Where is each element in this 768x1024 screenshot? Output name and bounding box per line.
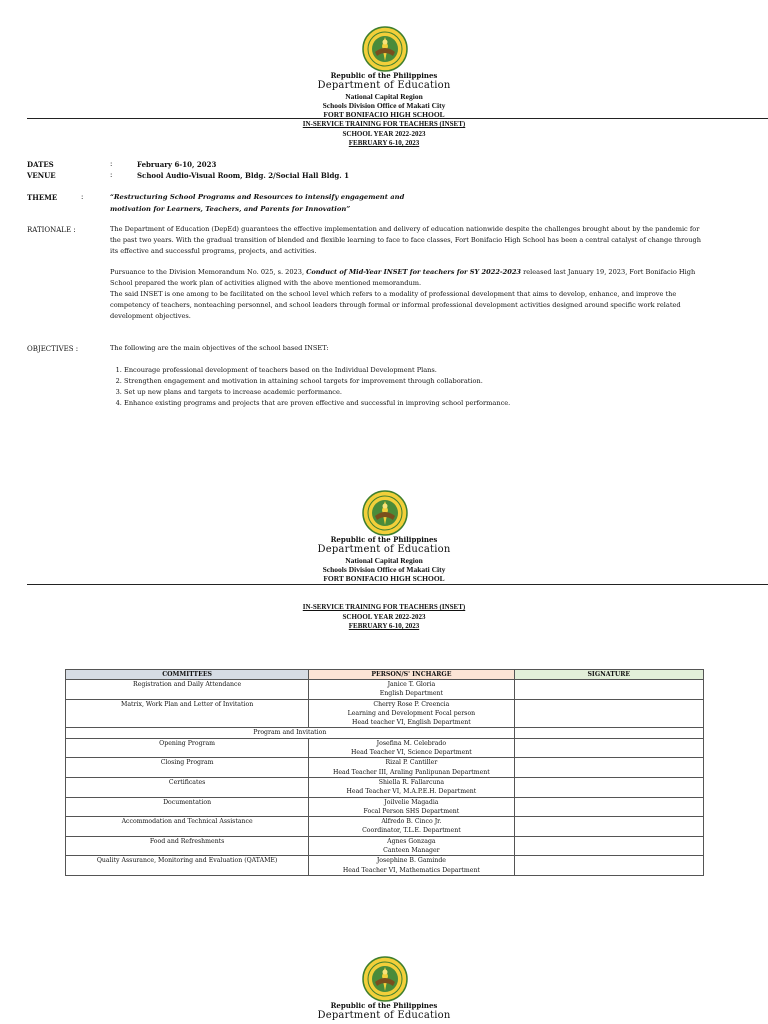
signature-cell	[514, 797, 703, 817]
committee-cell: Program and Invitation	[66, 728, 515, 738]
letterhead	[0, 71, 768, 119]
table-row	[66, 777, 704, 797]
list-item: 4. Enhance existing programs and projects that are proven effective and successful in improving school performance.	[124, 398, 724, 409]
signature-cell	[514, 758, 703, 778]
objectives-label: OBJECTIVES :	[27, 345, 79, 353]
signature-cell	[514, 817, 703, 837]
letterhead	[0, 535, 768, 583]
committee-cell: Quality Assurance, Monitoring and Evaluation (QATAME)	[66, 856, 309, 876]
signature-cell	[514, 738, 703, 758]
republic-text: Republic of the Philippines	[330, 535, 438, 544]
signature-cell	[514, 728, 703, 738]
signature-cell	[514, 856, 703, 876]
venue-colon: :	[110, 171, 113, 179]
list-item: 2. Strengthen engagement and motivation in attaining school targets for improvement through collaboration.	[124, 376, 724, 387]
signature-cell	[514, 699, 703, 728]
title-line-2: SCHOOL YEAR 2022-2023	[342, 612, 426, 621]
persons-cell: Josephine B. Gaminde Head Teacher VI, Mathematics Department	[309, 856, 514, 876]
deped-seal-icon	[362, 26, 408, 72]
table-row	[66, 797, 704, 817]
letterhead	[0, 1001, 768, 1022]
school-text: FORT BONIFACIO HIGH SCHOOL	[323, 574, 445, 583]
region-text: National Capital Region	[345, 556, 423, 565]
persons-cell: Agnes Gonzaga Canteen Manager	[309, 836, 514, 856]
theme-colon: :	[81, 193, 84, 201]
list-item: 3. Set up new plans and targets to increase academic performance.	[124, 387, 724, 398]
committees-table	[65, 669, 704, 876]
committee-cell: Food and Refreshments	[66, 836, 309, 856]
theme-text: “Restructuring School Programs and Resources to intensify engagement and motivation for Learners, Teachers, and Parents for Innovation”	[110, 193, 405, 213]
title-line-1: IN-SERVICE TRAINING FOR TEACHERS (INSET)	[302, 120, 466, 128]
title-line-3: FEBRUARY 6-10, 2023	[348, 622, 420, 630]
rationale-paragraph-1: The Department of Education (DepEd) guarantees the effective implementation and delivery of education nationwide despite the challenges brought about by the pandemic for the past two years. With the gradual transition of blended and flexible learning to face to face classes, Fort Bonifacio High School has been a central catalyst of change through its effective and successful programs, projects, and activities.	[110, 225, 701, 255]
header-divider	[27, 584, 768, 585]
committee-cell: Registration and Daily Attendance	[66, 680, 309, 700]
table-row	[66, 680, 704, 700]
republic-text: Republic of the Philippines	[330, 71, 438, 80]
committee-cell: Certificates	[66, 777, 309, 797]
persons-cell: Rizal P. Cantiller Head Teacher III, Araling Panlipunan Department	[309, 758, 514, 778]
title-line-2: SCHOOL YEAR 2022-2023	[342, 129, 426, 138]
title-line-1: IN-SERVICE TRAINING FOR TEACHERS (INSET)	[302, 603, 466, 611]
table-row	[66, 817, 704, 837]
division-text: Schools Division Office of Makati City	[322, 101, 446, 110]
column-header-committees: COMMITTEES	[66, 670, 309, 680]
dates-colon: :	[110, 160, 113, 168]
persons-cell: Shiella R. Fallarcuna Head Teacher VI, M.A.P.E.H. Department	[309, 777, 514, 797]
republic-text: Republic of the Philippines	[330, 1001, 438, 1010]
dates-label: DATES	[27, 160, 54, 169]
committee-cell: Documentation	[66, 797, 309, 817]
signature-cell	[514, 836, 703, 856]
school-text: FORT BONIFACIO HIGH SCHOOL	[323, 110, 445, 119]
table-row	[66, 758, 704, 778]
document-title	[0, 120, 768, 149]
document-title	[0, 603, 768, 632]
division-text: Schools Division Office of Makati City	[322, 565, 446, 574]
department-text: Department of Education	[317, 80, 451, 91]
persons-cell: Alfredo B. Cinco Jr. Coordinator, T.L.E. Department	[309, 817, 514, 837]
objectives-list	[110, 365, 724, 409]
dates-value: February 6-10, 2023	[137, 160, 217, 169]
theme-label: THEME	[27, 193, 58, 202]
committee-cell: Matrix, Work Plan and Letter of Invitation	[66, 699, 309, 728]
rationale-label: RATIONALE :	[27, 226, 76, 234]
objectives-intro: The following are the main objectives of the school based INSET:	[110, 344, 329, 352]
committee-cell: Opening Program	[66, 738, 309, 758]
deped-seal-icon	[362, 490, 408, 536]
committee-cell: Closing Program	[66, 758, 309, 778]
column-header-signature: SIGNATURE	[514, 670, 703, 680]
column-header-persons: PERSON/S' INCHARGE	[309, 670, 514, 680]
persons-cell: Janice T. Gloria English Department	[309, 680, 514, 700]
committee-cell: Accommodation and Technical Assistance	[66, 817, 309, 837]
list-item: 1. Encourage professional development of teachers based on the Individual Development Plans.	[124, 365, 724, 376]
persons-cell: Josefina M. Celebrado Head Teacher VI, Science Department	[309, 738, 514, 758]
department-text: Department of Education	[317, 1010, 451, 1021]
table-row	[66, 836, 704, 856]
rationale-paragraph-2: Pursuance to the Division Memorandum No. 025, s. 2023, Conduct of Mid-Year INSET for teachers for SY 2022-2023 released last January 19, 2023, Fort Bonifacio High School prepared the work plan of activities aligned with the above mentioned memorandum. The said INSET is one among to be facilitated on the school level which refers to a modality of professional development that aims to develop, enhance, and improve the competency of teachers, nonteaching personnel, and school leaders through formal or informal professional development activities designed around specific work related development objectives.	[110, 268, 696, 320]
persons-cell: Joilvelie Magadia Focal Person SHS Department	[309, 797, 514, 817]
table-row	[66, 699, 704, 728]
region-text: National Capital Region	[345, 92, 423, 101]
table-row	[66, 728, 704, 738]
department-text: Department of Education	[317, 544, 451, 555]
signature-cell	[514, 680, 703, 700]
title-line-3: FEBRUARY 6-10, 2023	[348, 139, 420, 147]
signature-cell	[514, 777, 703, 797]
persons-cell: Cherry Rose P. Creencia Learning and Development Focal person Head teacher VI, English Department	[309, 699, 514, 728]
header-divider	[27, 118, 768, 119]
venue-label: VENUE	[27, 171, 56, 180]
table-row	[66, 738, 704, 758]
venue-value: School Audio-Visual Room, Bldg. 2/Social Hall Bldg. 1	[137, 171, 350, 180]
deped-seal-icon	[362, 956, 408, 1002]
table-row	[66, 856, 704, 876]
